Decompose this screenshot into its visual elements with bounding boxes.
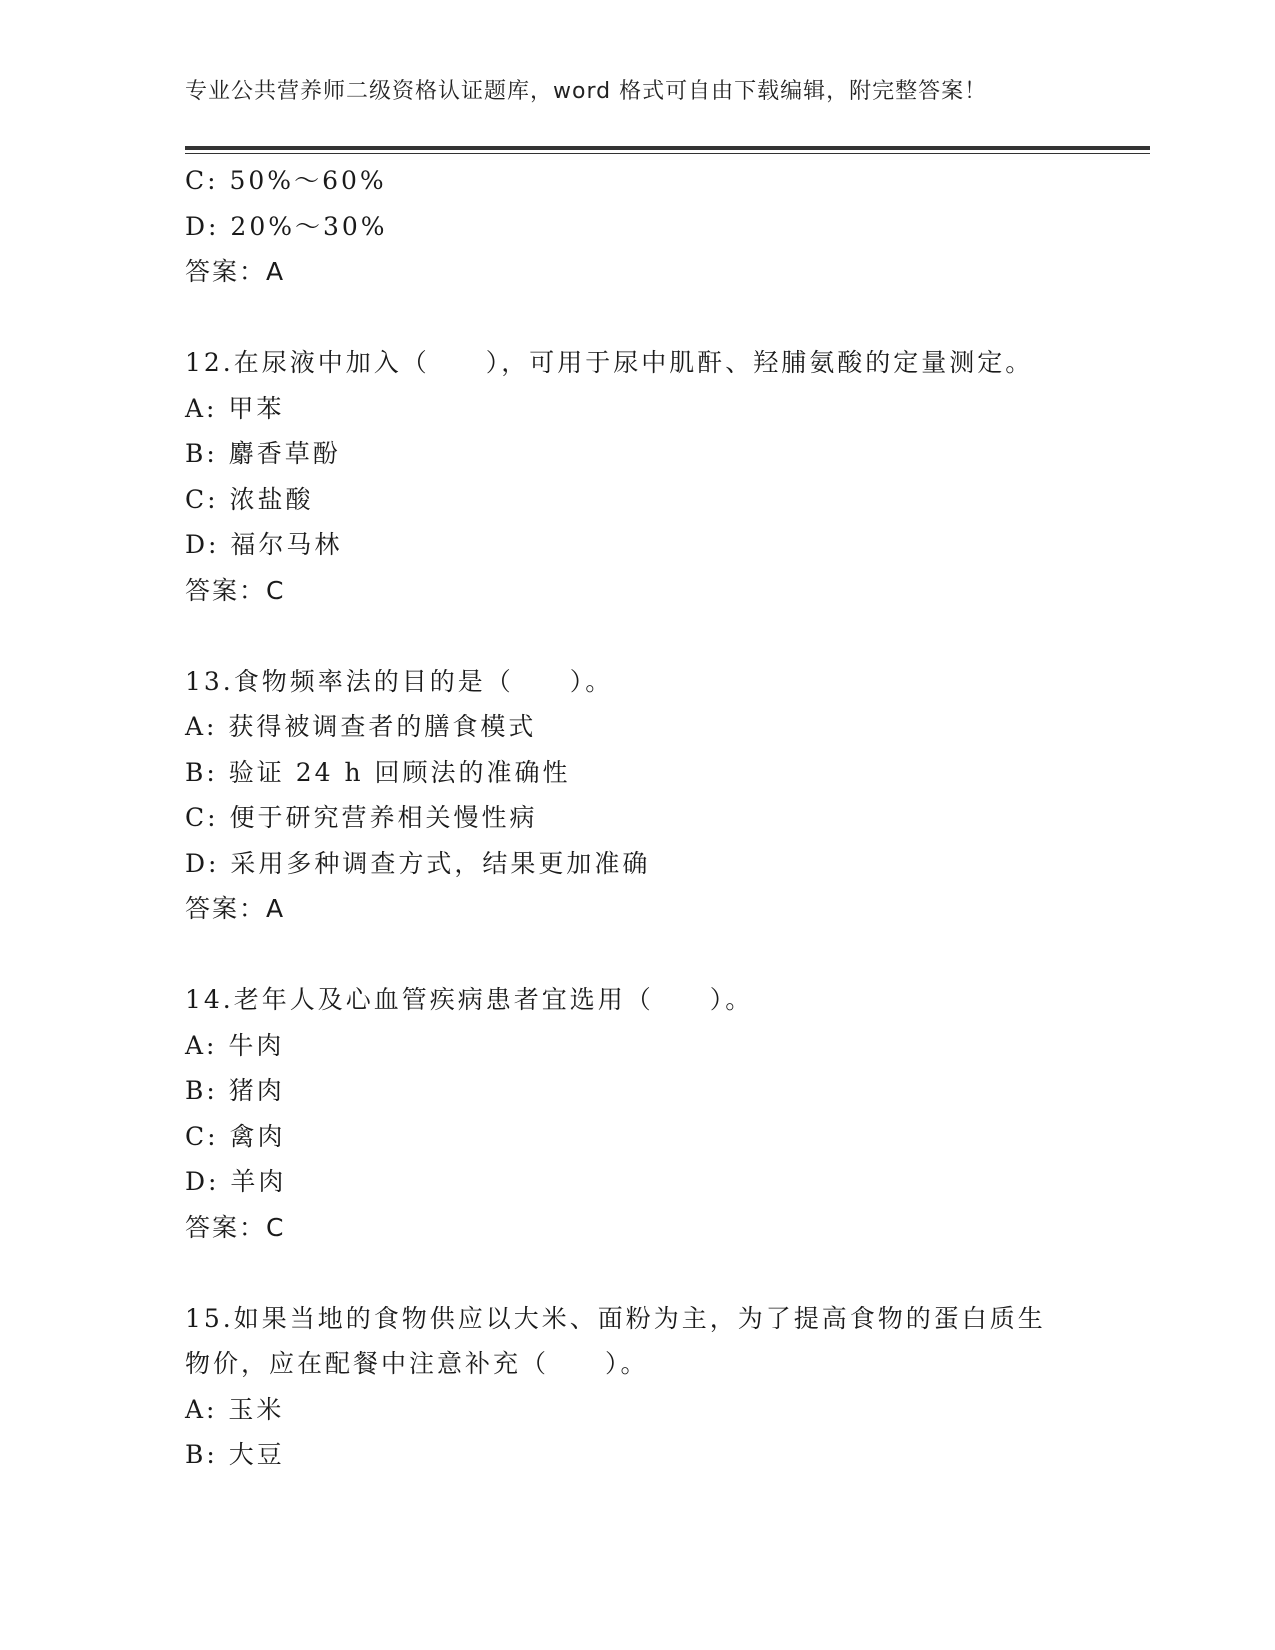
option-line: C: 浓盐酸 [185, 484, 314, 514]
option-line: A: 获得被调查者的膳食模式 [185, 712, 537, 741]
spacer [185, 1250, 1085, 1296]
question-14 [185, 977, 1085, 1250]
question-12 [185, 340, 1085, 613]
question-13 [185, 659, 1085, 932]
option-line: C: 禽肉 [185, 1121, 286, 1151]
option-line: D: 采用多种调查方式，结果更加准确 [185, 848, 651, 878]
answer-line: 答案：A [185, 894, 286, 923]
question-text: 15.如果当地的食物供应以大米、面粉为主，为了提高食物的蛋白质生 [185, 1303, 1046, 1333]
option-line: A: 牛肉 [185, 1030, 285, 1060]
question-15 [185, 1296, 1085, 1478]
option-line: D: 福尔马林 [185, 530, 343, 559]
option-line: D: 羊肉 [185, 1167, 287, 1196]
option-line: A: 甲苯 [185, 393, 285, 423]
spacer [185, 932, 1085, 978]
option-line: B: 麝香草酚 [185, 439, 341, 468]
question-text: 12.在尿液中加入（ ），可用于尿中肌酐、羟脯氨酸的定量测定。 [185, 348, 1034, 377]
answer-line: 答案：A [185, 257, 286, 286]
option-line: C: 便于研究营养相关慢性病 [185, 803, 538, 832]
option-line: A: 玉米 [185, 1394, 285, 1424]
spacer [185, 295, 1085, 341]
question-text: 13.食物频率法的目的是（ ）。 [185, 666, 614, 696]
option-line: D: 20%～30% [185, 211, 388, 241]
option-line: B: 大豆 [185, 1440, 285, 1469]
option-line: B: 猪肉 [185, 1076, 285, 1105]
document-body [185, 158, 1085, 1478]
answer-line: 答案：C [185, 1212, 286, 1242]
option-line: B: 验证 24 h 回顾法的准确性 [185, 757, 571, 787]
question-text: 14.老年人及心血管疾病患者宜选用（ ）。 [185, 985, 754, 1014]
header-rule-thick [185, 146, 1150, 150]
answer-line: 答案：C [185, 575, 286, 605]
page-header: 专业公共营养师二级资格认证题库，word 格式可自由下载编辑，附完整答案！ [185, 79, 988, 104]
question-text-continued: 物价，应在配餐中注意补充（ ）。 [185, 1349, 649, 1378]
spacer [185, 613, 1085, 659]
header-rule-thin [185, 153, 1150, 154]
option-line: C: 50%～60% [185, 166, 387, 195]
